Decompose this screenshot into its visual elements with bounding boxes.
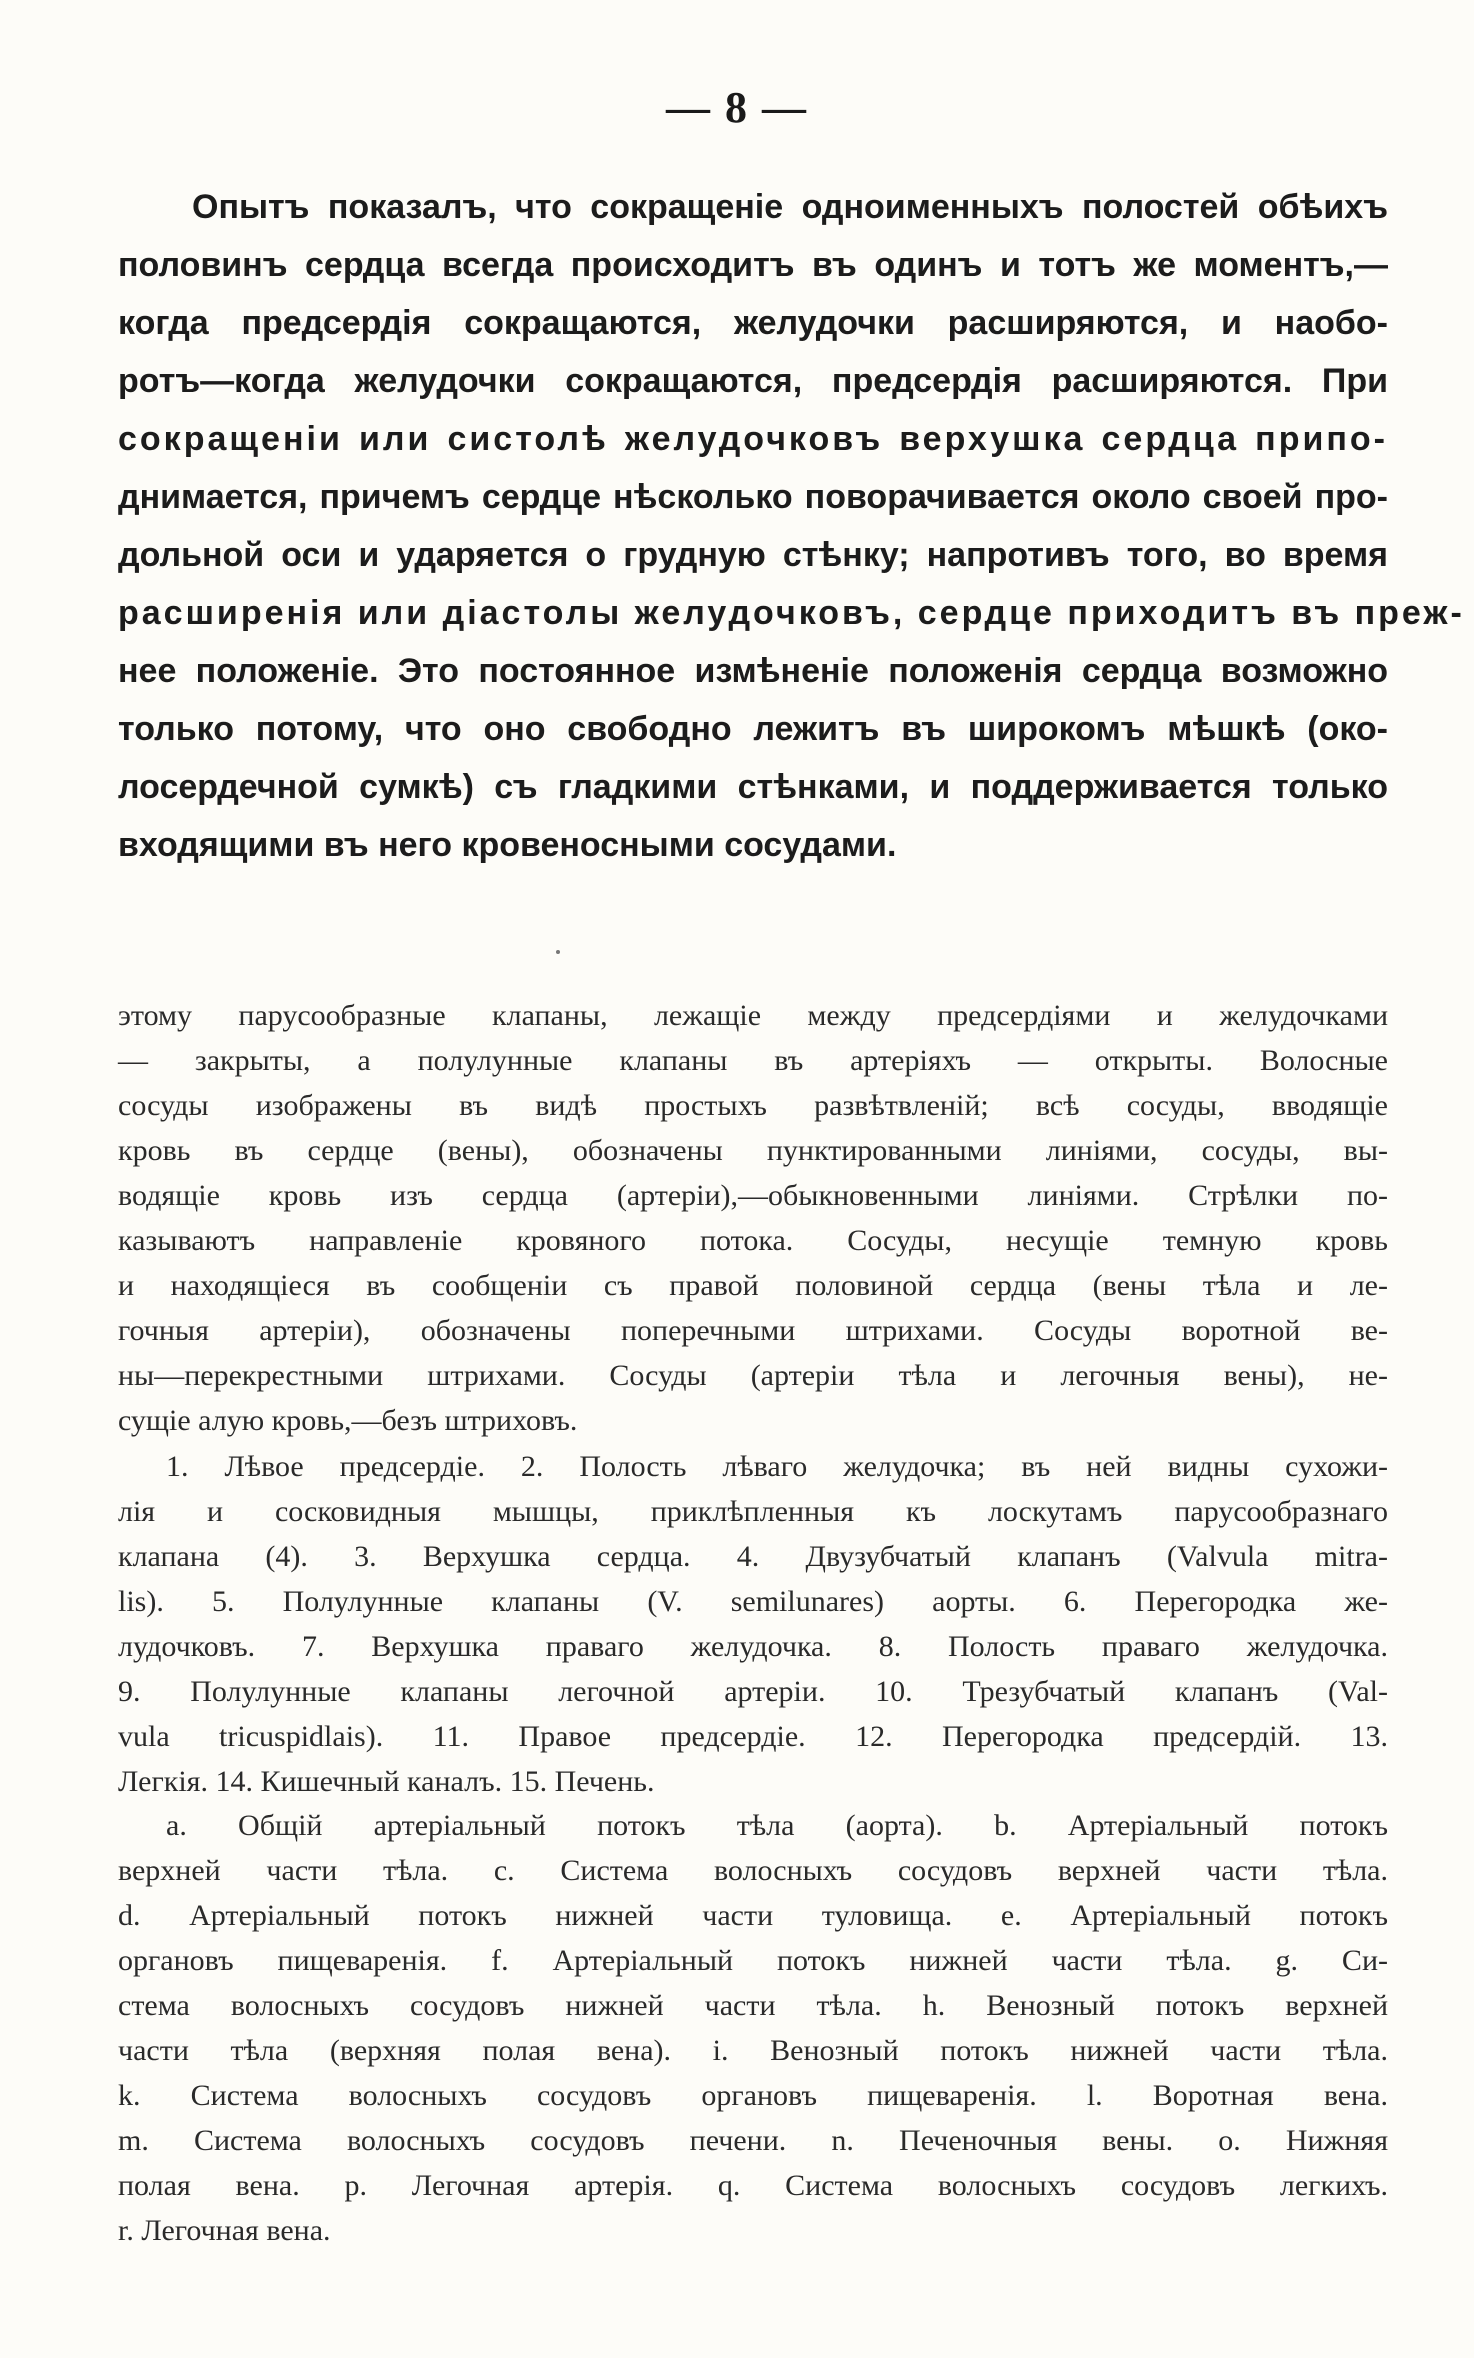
caption-line: верхней части тѣла. c. Система волосныхъ сосудовъ верхней части тѣла. [118,1854,1388,1887]
text-line: лосердечной сумкѣ) съ гладкими стѣнками, и поддерживается только [118,768,1388,806]
figure-caption-legend [118,993,1388,1443]
caption-line: — закрыты, а полулунные клапаны въ артеріяхъ — открыты. Волосные [118,1044,1388,1077]
caption-line: ны—перекрестными штрихами. Сосуды (артеріи тѣла и легочныя вены), не- [118,1359,1388,1392]
caption-line: сосуды изображены въ видѣ простыхъ развѣтвленій; всѣ сосуды, вводящіе [118,1089,1388,1122]
text-line: нее положеніе. Это постоянное измѣненіе положенія сердца возможно [118,652,1388,690]
caption-line: этому парусообразные клапаны, лежащіе между предсердіями и желудочками [118,999,1388,1032]
print-speck [556,950,560,954]
caption-line: казываютъ направленіе кровяного потока. Сосуды, несущіе темную кровь [118,1224,1388,1257]
caption-line: 1. Лѣвое предсердіе. 2. Полость лѣваго желудочка; въ ней видны сухожи- [166,1450,1388,1483]
main-paragraph [118,178,1465,874]
caption-line: стема волосныхъ сосудовъ нижней части тѣла. h. Венозный потокъ верхней [118,1989,1388,2022]
text-line: дольной оси и ударяется о грудную стѣнку; напротивъ того, во время [118,536,1388,574]
caption-line: органовъ пищеваренія. f. Артеріальный потокъ нижней части тѣла. g. Си- [118,1944,1388,1977]
caption-line: полая вена. p. Легочная артерія. q. Система волосныхъ сосудовъ легкихъ. [118,2169,1388,2202]
caption-line: d. Артеріальный потокъ нижней части туловища. e. Артеріальный потокъ [118,1899,1388,1932]
page-number: — 8 — [666,83,808,132]
caption-line: сущіе алую кровь,—безъ штриховъ. [118,1404,578,1437]
caption-line: гочныя артеріи), обозначены поперечными штрихами. Сосуды воротной ве- [118,1314,1388,1347]
caption-line: 9. Полулунные клапаны легочной артеріи. 10. Трезубчатый клапанъ (Val- [118,1675,1388,1708]
text-line: днимается, причемъ сердце нѣсколько поворачивается около своей про- [118,478,1388,516]
caption-line: a. Общій артеріальный потокъ тѣла (аорта). b. Артеріальный потокъ [166,1809,1388,1842]
caption-line: клапана (4). 3. Верхушка сердца. 4. Двузубчатый клапанъ (Valvula mitra- [118,1540,1388,1573]
caption-line: k. Система волосныхъ сосудовъ органовъ пищеваренія. l. Воротная вена. [118,2079,1388,2112]
text-line: входящими въ него кровеносными сосудами. [118,826,897,864]
caption-line: r. Легочная вена. [118,2214,331,2247]
text-line: расширенія или діастолы желудочковъ, сердце приходитъ въ преж- [118,594,1465,632]
caption-line: кровь въ сердце (вены), обозначены пунктированными линіями, сосуды, вы- [118,1134,1388,1167]
text-line: сокращеніи или систолѣ желудочковъ верхушка сердца припо- [118,420,1388,458]
caption-line: части тѣла (верхняя полая вена). i. Венозный потокъ нижней части тѣла. [118,2034,1388,2067]
caption-line: vula tricuspidlais). 11. Правое предсердіе. 12. Перегородка предсердій. 13. [118,1720,1388,1753]
text-line: Опытъ показалъ, что сокращеніе одноименныхъ полостей обѣихъ [192,188,1388,226]
text-line: когда предсердія сокращаются, желудочки расширяются, и наобо- [118,304,1388,342]
text-line: ротъ—когда желудочки сокращаются, предсердія расширяются. При [118,362,1388,400]
text-line: только потому, что оно свободно лежитъ въ широкомъ мѣшкѣ (око- [118,710,1388,748]
caption-line: лудочковъ. 7. Верхушка праваго желудочка. 8. Полость праваго желудочка. [118,1630,1388,1663]
caption-line: водящіе кровь изъ сердца (артеріи),—обыкновенными линіями. Стрѣлки по- [118,1179,1388,1212]
figure-caption-letters [118,1803,1388,2253]
caption-line: лія и сосковидныя мышцы, приклѣпленныя къ лоскутамъ парусообразнаго [118,1495,1388,1528]
text-line: половинъ сердца всегда происходитъ въ одинъ и тотъ же моментъ,— [118,246,1388,284]
caption-line: Легкія. 14. Кишечный каналъ. 15. Печень. [118,1765,655,1798]
caption-line: и находящіеся въ сообщеніи съ правой половиной сердца (вены тѣла и ле- [118,1269,1388,1302]
caption-line: lis). 5. Полулунные клапаны (V. semilunares) аорты. 6. Перегородка же- [118,1585,1388,1618]
caption-line: m. Система волосныхъ сосудовъ печени. n. Печеночныя вены. o. Нижняя [118,2124,1388,2157]
figure-caption-numbers [118,1444,1388,1804]
